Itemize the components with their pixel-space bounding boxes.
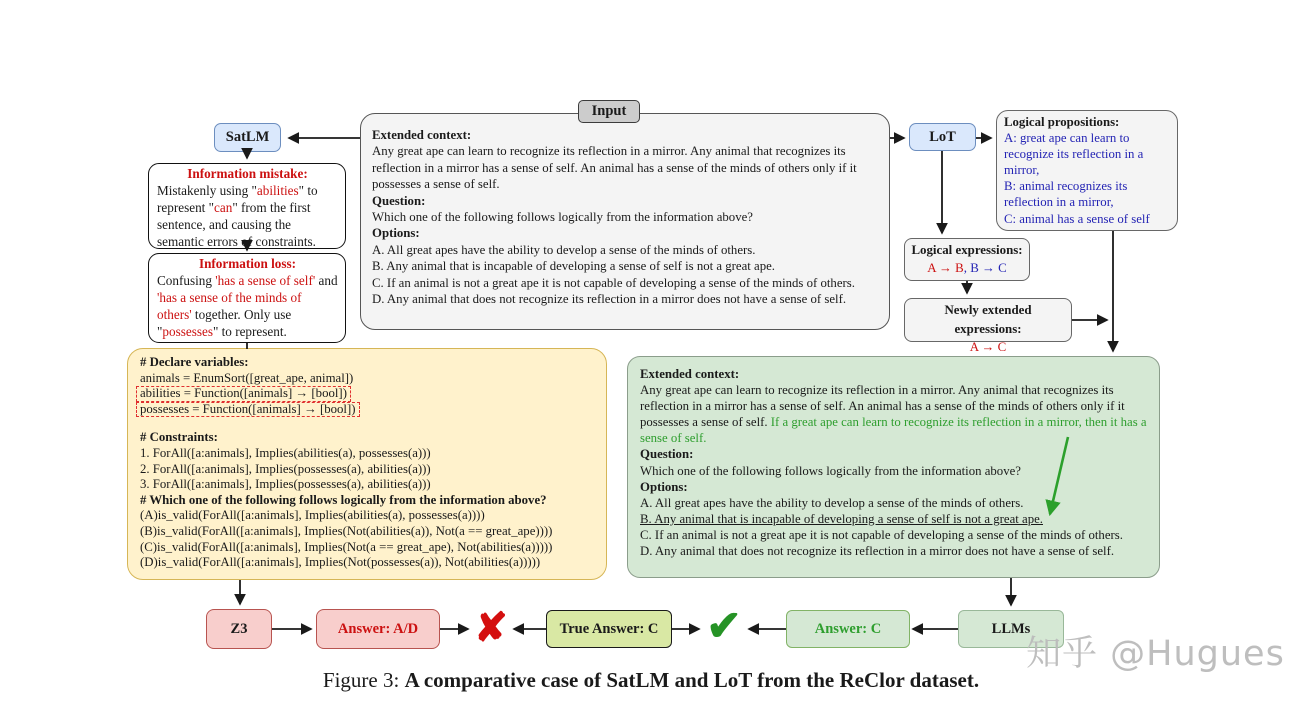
- information-mistake-title: Information mistake:: [187, 166, 308, 181]
- proposition-c: C: animal has a sense of self: [1004, 211, 1150, 226]
- information-mistake-box: [148, 163, 346, 249]
- code-option-c: (C)is_valid(ForAll([a:animals], Implies(Not(a == great_ape), Not(abilities(a))))): [140, 539, 553, 554]
- llms-node: LLMs: [958, 610, 1064, 648]
- logical-propositions-box: [996, 110, 1178, 231]
- option-d: D. Any animal that does not recognize its reflection in a mirror does not have a sense of self.: [372, 292, 847, 307]
- lot-question-text: Which one of the following follows logically from the information above?: [640, 463, 1021, 478]
- satlm-answer-box: Answer: A/D: [316, 609, 440, 649]
- lot-node: LoT: [909, 123, 976, 151]
- information-mistake-body: Mistakenly using "abilities" to represent "can" from the first sentence, and causing the semantic errors of constraints.: [157, 182, 318, 249]
- option-a: A. All great apes have the ability to develop a sense of the minds of others.: [372, 242, 756, 257]
- logical-expressions-title: Logical expressions:: [911, 243, 1023, 257]
- z3-node: Z3: [206, 609, 272, 649]
- zhihu-watermark: [1026, 626, 1302, 676]
- newly-extended-expressions-title: Newly extended expressions:: [944, 303, 1032, 336]
- proposition-a: A: great ape can learn to recognize its reflection in a mirror,: [1004, 131, 1144, 178]
- logical-expressions-value: A → B, B → C: [927, 261, 1007, 275]
- option-c: C. If an animal is not a great ape it is not capable of developing a sense of the minds of others.: [372, 275, 855, 290]
- which-follows-header: # Which one of the following follows logically from the information above?: [140, 492, 547, 507]
- constraint-1: 1. ForAll([a:animals], Implies(abilities(a), possesses(a))): [140, 445, 431, 460]
- wrong-mark-icon: ✘: [474, 605, 508, 650]
- lot-option-a: A. All great apes have the ability to develop a sense of the minds of others.: [640, 495, 1024, 510]
- satlm-program-box: [127, 348, 607, 580]
- true-answer-box: True Answer: C: [546, 610, 672, 648]
- code-spacer: [140, 417, 594, 430]
- input-node: Input: [578, 100, 640, 123]
- watermark-handle: @Hugues: [1098, 634, 1285, 674]
- lot-answer-box: Answer: C: [786, 610, 910, 648]
- logical-expressions-box: [904, 238, 1030, 281]
- newly-extended-expressions-box: [904, 298, 1072, 354]
- extended-context-label: Extended context:: [372, 128, 472, 142]
- information-loss-box: [148, 253, 346, 343]
- options-label: Options:: [372, 226, 420, 241]
- extended-context-text: Any great ape can learn to recognize its reflection in a mirror. Any animal that recognizes its reflection in a mirror has a sense of self. An animal has a sense of the minds of others only if it possesses a sense of self.: [372, 144, 857, 192]
- code-option-d: (D)is_valid(ForAll([a:animals], Implies(Not(possesses(a)), Not(abilities(a))))): [140, 555, 541, 570]
- lot-option-d: D. Any animal that does not recognize its reflection in a mirror does not have a sense of self.: [640, 544, 1115, 559]
- lot-output-box: [627, 356, 1160, 578]
- question-label: Question:: [372, 193, 426, 208]
- figure-caption-prefix: Figure 3:: [322, 668, 405, 692]
- code-possesses-line: possesses = Function([animals] → [bool]): [136, 402, 360, 417]
- newly-extended-expressions-value: A → C: [969, 340, 1007, 354]
- constraint-3: 3. ForAll([a:animals], Implies(possesses(a), abilities(a))): [140, 477, 431, 492]
- proposition-b: B: animal recognizes its reflection in a mirror,: [1004, 179, 1128, 210]
- option-b: B. Any animal that is incapable of developing a sense of self is not a great ape.: [372, 259, 775, 274]
- input-context-box: [360, 113, 890, 330]
- constraints-header: # Constraints:: [140, 430, 218, 445]
- information-loss-body: Confusing 'has a sense of self' and 'has a sense of the minds of others' together. Only use "possesses" to represent.: [157, 272, 338, 339]
- lot-option-b-underlined: B. Any animal that is incapable of developing a sense of self is not a great ape.: [640, 511, 1043, 526]
- question-text: Which one of the following follows logically from the information above?: [372, 210, 753, 225]
- logical-propositions-title: Logical propositions:: [1004, 115, 1120, 129]
- code-option-a: (A)is_valid(ForAll([a:animals], Implies(abilities(a), possesses(a)))): [140, 508, 485, 523]
- correct-mark-icon: ✔: [706, 604, 742, 650]
- figure-caption-text: A comparative case of SatLM and LoT from the ReClor dataset.: [404, 668, 980, 692]
- code-enumsort-line: animals = EnumSort([great_ape, animal]): [140, 370, 354, 385]
- constraint-2: 2. ForAll([a:animals], Implies(possesses(a), abilities(a))): [140, 461, 431, 476]
- information-loss-title: Information loss:: [198, 256, 297, 271]
- code-option-b: (B)is_valid(ForAll([a:animals], Implies(Not(abilities(a)), Not(a == great_ape)))): [140, 523, 553, 538]
- satlm-node: SatLM: [214, 123, 281, 152]
- lot-extended-context-label: Extended context:: [640, 367, 740, 381]
- lot-extended-context-text: Any great ape can learn to recognize its reflection in a mirror. Any animal that recognizes its reflection in a mirror has a sense of self. An animal has a sense of the minds of others only if it possesses a sense of self. If a great ape can learn to recognize its reflection in a mirror, then it has a sense of self.: [640, 383, 1147, 446]
- lot-option-c: C. If an animal is not a great ape it is not capable of developing a sense of the minds of others.: [640, 527, 1123, 542]
- code-abilities-line: abilities = Function([animals] → [bool]): [136, 386, 351, 401]
- declare-variables-header: # Declare variables:: [140, 355, 249, 369]
- lot-options-label: Options:: [640, 479, 688, 494]
- lot-question-label: Question:: [640, 447, 694, 462]
- zhihu-logo-text: 知乎: [1026, 634, 1099, 674]
